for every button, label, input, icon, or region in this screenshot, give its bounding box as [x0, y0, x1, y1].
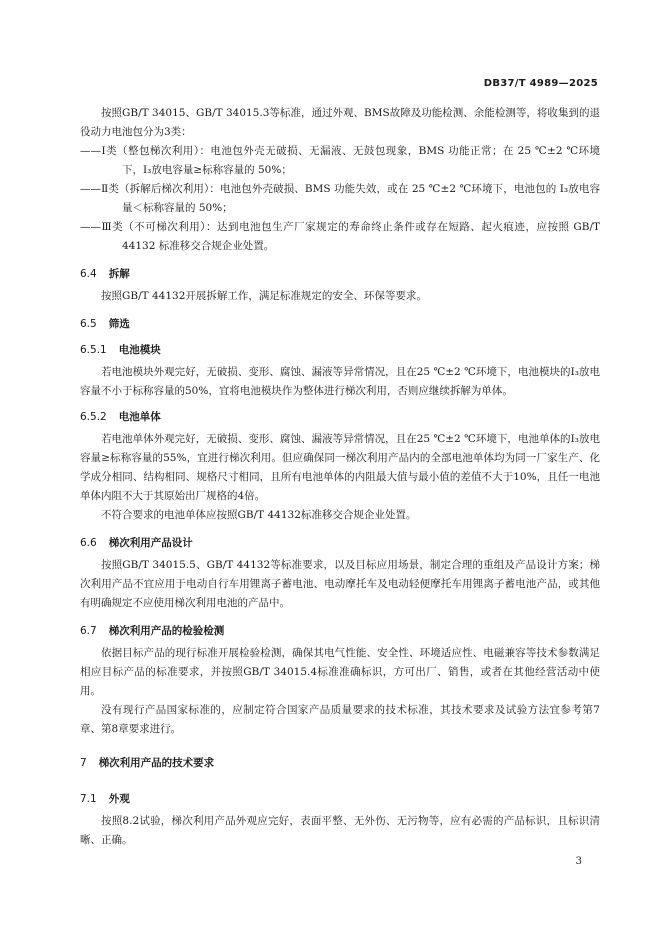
heading-6-6: 6.6 梯次利用产品设计: [80, 537, 193, 549]
section-6-5-2-text-1: 若电池单体外观完好，无破损、变形、腐蚀、漏液等异常情况，且在25 ℃±2 ℃环境下，电池单体的I₃放电容量≥标称容量的55%，宜进行梯次利用。但应确保同一梯次利用产品内的全部电池单体均为同一厂家生产、化学成分相同、结构相同、规格尺寸相同，且所有电池单体的内阻最大值与最小值的差值不大于10%，且任一电池单体内阻不大于其原始出厂规格的4倍。: [80, 433, 600, 502]
heading-6-5-2: 6.5.2 电池单体: [80, 411, 161, 423]
section-6-5-1-text: 若电池模块外观完好，无破损、变形、腐蚀、漏液等异常情况，且在25 ℃±2 ℃环境下，电池模块的I₃放电容量不小于标称容量的50%，宜将电池模块作为整体进行梯次利用，否则应继续拆解为单体。: [80, 366, 600, 397]
heading-7: 7 梯次利用产品的技术要求: [80, 757, 215, 769]
section-6-7-text-1: 依据目标产品的现行标准开展检验检测，确保其电气性能、安全性、环境适应性、电磁兼容等技术参数满足相应目标产品的标准要求，并按照GB/T 34015.4标准准确标识，方可出厂、销售，或者在其他经营活动中使用。: [80, 647, 600, 697]
section-6-7-text-2: 没有现行产品国家标准的，应制定符合国家产品质量要求的技术标准，其技术要求及试验方法宜参考第7章、第8章要求进行。: [80, 704, 600, 735]
page-number: 3: [575, 856, 582, 867]
class-2-item: ——Ⅱ类（拆解后梯次利用）：电池包外壳破损、BMS 功能失效，或在 25 ℃±2 ℃环境下，电池包的 I₃放电容量＜标称容量的 50%；: [80, 183, 600, 214]
document-id: DB37/T 4989—2025: [483, 78, 598, 89]
intro-paragraph: 按照GB/T 34015、GB/T 34015.3等标准，通过外观、BMS故障及功能检测、余能检测等，将收集到的退役动力电池包分为3类：: [80, 107, 600, 138]
heading-6-5-1: 6.5.1 电池模块: [80, 344, 161, 356]
class-3-item: ——Ⅲ类（不可梯次利用）：达到电池包生产厂家规定的寿命终止条件或存在短路、起火痕迹，应按照 GB/T 44132 标准移交合规企业处置。: [80, 221, 600, 252]
heading-7-1: 7.1 外观: [80, 793, 130, 805]
section-6-5-2-text-2: 不符合要求的电池单体应按照GB/T 44132标准移交合规企业处置。: [101, 509, 417, 521]
heading-6-7: 6.7 梯次利用产品的检验检测: [80, 625, 225, 637]
section-7-1-text: 按照8.2试验，梯次利用产品外观应完好，表面平整、无外伤、无污物等，应有必需的产品标识，且标识清晰、正确。: [80, 815, 600, 846]
section-6-6-text: 按照GB/T 34015.5、GB/T 44132等标准要求，以及目标应用场景，制定合理的重组及产品设计方案；梯次利用产品不宜应用于电动自行车用锂离子蓄电池、电动摩托车及电动轻便摩托车用锂离子蓄电池产品，或其他有明确规定不应使用梯次利用电池的产品中。: [80, 559, 600, 609]
heading-6-4: 6.4 拆解: [80, 268, 130, 280]
document-body: [80, 104, 600, 850]
heading-6-5: 6.5 筛选: [80, 318, 130, 330]
section-6-4-text: 按照GB/T 44132开展拆解工作，满足标准规定的安全、环保等要求。: [101, 290, 427, 302]
class-1-item: ——Ⅰ类（整包梯次利用）：电池包外壳无破损、无漏液、无鼓包现象，BMS 功能正常；在 25 ℃±2 ℃环境下，I₃放电容量≥标称容量的 50%；: [80, 145, 600, 176]
